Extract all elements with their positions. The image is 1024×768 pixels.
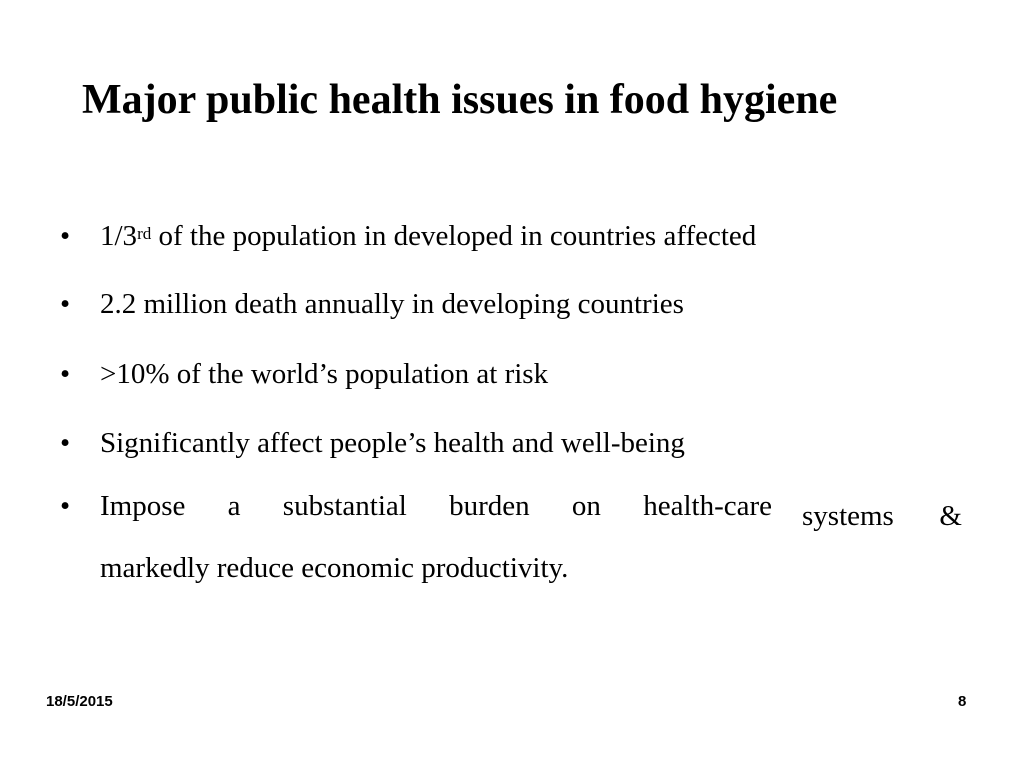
bullet-marker: • (60, 358, 71, 390)
bullet-text-pre: 1/3 (100, 220, 138, 252)
slide-title: Major public health issues in food hygiene (82, 77, 838, 123)
bullet-marker: • (60, 490, 71, 522)
footer-date: 18/5/2015 (46, 693, 113, 710)
bullet-text (100, 218, 756, 254)
bullet-text: >10% of the world’s population at risk (100, 358, 549, 390)
bullet-marker: • (60, 288, 71, 320)
bullet-text-tail: systems & (802, 500, 962, 532)
bullet-text-post: of the population in developed in countries affected (151, 220, 757, 252)
bullet-marker: • (60, 427, 71, 459)
bullet-marker: • (60, 220, 71, 252)
bullet-text: 2.2 million death annually in developing countries (100, 288, 684, 320)
bullet-text: Significantly affect people’s health and well-being (100, 427, 685, 459)
bullet-text-line-2: markedly reduce economic productivity. (100, 552, 569, 584)
bullet-text-line-1: Impose a substantial burden on health-care (100, 490, 772, 522)
slide-number: 8 (958, 693, 967, 710)
bullet-text-superscript: rd (137, 224, 152, 243)
